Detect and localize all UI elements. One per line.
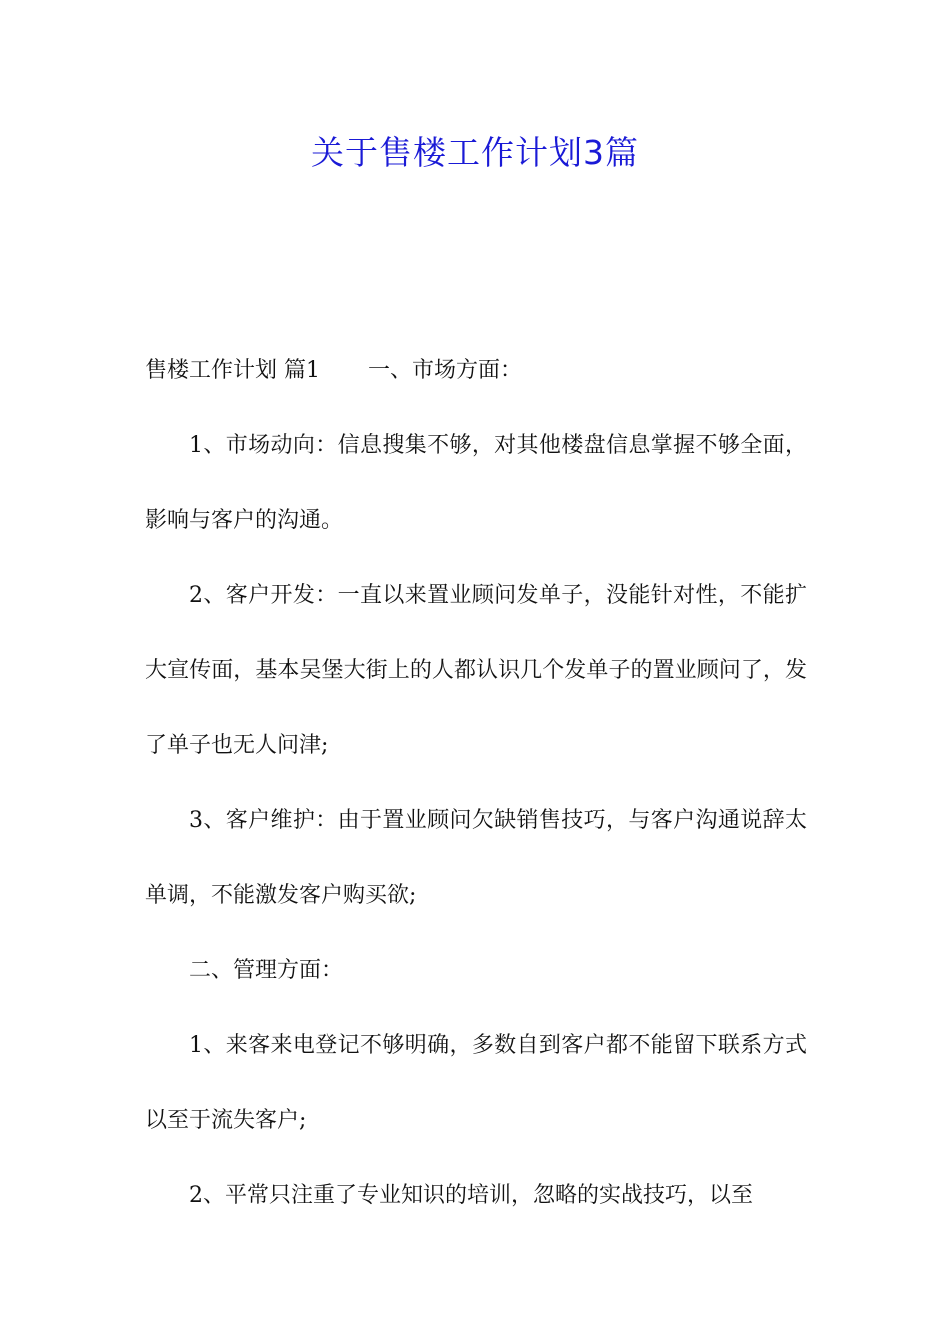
- document-body: [145, 333, 807, 1233]
- paragraph-client-maintenance: 3、客户维护：由于置业顾问欠缺销售技巧，与客户沟通说辞太单调，不能激发客户购买欲;: [145, 808, 807, 908]
- paragraph-training: 2、平常只注重了专业知识的培训，忽略的实战技巧，以至: [189, 1183, 753, 1208]
- section-market-heading: 一、市场方面：: [368, 358, 523, 383]
- heading-line: [145, 333, 807, 408]
- paragraph-client-development: 2、客户开发：一直以来置业顾问发单子，没能针对性，不能扩大宣传面，基本吴堡大街上的人都认识几个发单子的置业顾问了，发了单子也无人问津;: [145, 583, 807, 758]
- section-management-heading: 二、管理方面：: [189, 958, 344, 983]
- heading-label: 售楼工作计划 篇1: [145, 358, 320, 383]
- document-title: 关于售楼工作计划3篇: [311, 133, 639, 172]
- paragraph-market-trend: 1、市场动向：信息搜集不够，对其他楼盘信息掌握不够全面，影响与客户的沟通。: [145, 433, 807, 533]
- paragraph-visitor-registration: 1、来客来电登记不够明确，多数自到客户都不能留下联系方式以至于流失客户;: [145, 1033, 807, 1133]
